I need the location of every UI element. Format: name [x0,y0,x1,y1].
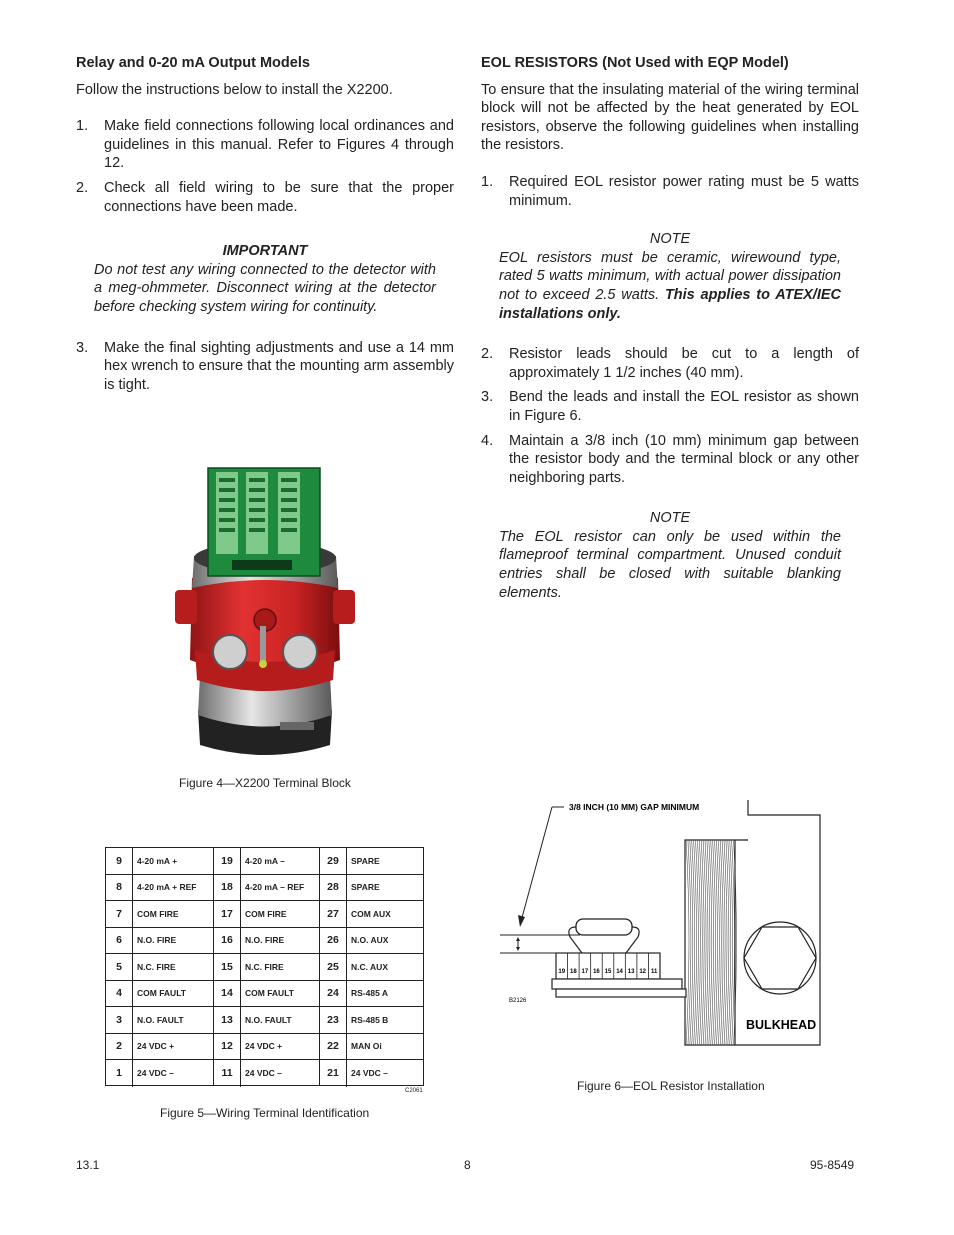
gap-arrow-line [520,807,552,925]
terminal-label: RS-485 B [351,1014,389,1025]
terminal-label: COM AUX [351,908,391,919]
step-item [481,388,859,425]
conduit-threads [686,840,737,1045]
eol-intro: To ensure that the insulating material of the wiring terminal block will not be affected by the heat generated by EOL resistors, observe the following guidelines when installing the resistors. [481,81,859,154]
terminal-row [106,1060,214,1087]
terminal-label: N.O. FIRE [245,935,285,946]
terminal-number: 15 [214,954,241,980]
step-number: 4. [481,432,494,449]
important-text: Do not test any wiring connected to the detector with a meg-ohmmeter. Disconnect wiring at the detector before checking system wiring for continuity. [94,261,436,315]
figure-6-caption: Figure 6—EOL Resistor Installation [577,1079,765,1093]
terminal-number: 14 [214,981,241,1007]
terminal-number: 28 [320,875,347,901]
terminal-label: RS-485 A [351,988,389,999]
terminal-row [214,875,320,902]
figure-6-code: B2126 [509,998,527,1004]
terminal-label: N.O. FIRE [137,935,177,946]
terminal-number: 18 [214,875,241,901]
thread-line [728,840,731,1045]
terminal-number: 21 [320,1060,347,1087]
terminal-number-label: 18 [569,969,577,975]
terminal-number-label: 11 [651,969,658,975]
left-column [76,54,454,400]
terminal-number: 24 [320,981,347,1007]
terminal-number: 27 [320,901,347,927]
terminal-label: 4-20 mA + [137,855,178,866]
step-number: 3. [76,339,89,356]
terminal-label: N.O. FAULT [245,1014,292,1025]
terminal-row [320,1034,423,1061]
thread-line [715,840,718,1045]
thread-line [701,840,704,1045]
terminal-label: N.C. FIRE [245,961,284,972]
step-text: Resistor leads should be cut to a length of approximately 1 1/2 inches (40 mm). [509,346,859,381]
footer-document-number: 95-8549 [810,1158,855,1172]
note-ceramic [499,230,841,323]
terminal-row [214,954,320,981]
terminal-row [320,954,423,981]
step-item [481,345,859,382]
terminal-label: MAN Oi [351,1041,382,1052]
step-text: Bend the leads and install the EOL resistor as shown in Figure 6. [509,389,859,424]
step-text: Make the final sighting adjustments and use a 14 mm hex wrench to ensure that the mounting arm assembly is tight. [104,339,454,393]
terminal-column [320,848,423,1085]
note-title: NOTE [649,510,691,527]
terminal-row [106,875,214,902]
important-title: IMPORTANT [222,243,308,260]
note-text: EOL resistors must be ceramic, wirewound type, rated 5 watts minimum, with actual power dissipation not to exceed 2.5 watts. [499,249,841,303]
terminal-row [106,901,214,928]
terminal-label: SPARE [351,882,380,893]
thread-line [730,840,733,1045]
terminal-number: 13 [214,1007,241,1033]
section-heading-eol: EOL RESISTORS (Not Used with EQP Model) [481,55,789,71]
gap-dim-arrowhead-top [516,937,520,941]
terminal-row [214,1060,320,1087]
step-text: Maintain a 3/8 inch (10 mm) minimum gap between the resistor body and the terminal block or any other neighboring parts. [509,432,859,486]
thread-line [690,840,693,1045]
thread-line [697,840,700,1045]
eol-resistor-diagram [500,795,830,1080]
terminal-label: 24 VDC – [137,1068,174,1079]
terminal-row [106,1034,214,1061]
terminal-number: 5 [106,954,133,980]
terminal-row [320,981,423,1008]
terminal-row [320,928,423,955]
install-steps [76,117,454,216]
note-flameproof [499,509,841,602]
terminal-number-label: 15 [604,969,612,975]
install-steps-continued [76,339,454,395]
terminal-number: 12 [214,1034,241,1060]
terminal-label: 24 VDC – [351,1068,388,1079]
terminal-number: 9 [106,848,133,874]
terminal-label: N.C. AUX [351,961,388,972]
bulkhead-outline [685,800,820,1045]
thread-line [709,840,712,1045]
thread-line [707,840,710,1045]
thread-line [703,840,706,1045]
terminal-row [214,848,320,875]
terminal-row [320,901,423,928]
terminal-number: 25 [320,954,347,980]
terminal-number: 16 [214,928,241,954]
thread-line [713,840,716,1045]
terminal-block-photo [170,460,360,768]
terminal-label: COM FIRE [245,908,287,919]
terminal-base [552,979,682,989]
note-title: NOTE [649,231,691,248]
thread-line [694,840,697,1045]
terminal-number: 29 [320,848,347,874]
step-item [76,339,454,395]
thread-line [699,840,702,1045]
terminal-number-label: 19 [558,969,566,975]
terminal-row [106,1007,214,1034]
terminal-number: 19 [214,848,241,874]
thread-line [692,840,695,1045]
step-number: 3. [481,389,494,406]
terminal-label: N.O. FAULT [137,1014,184,1025]
terminal-row [214,1034,320,1061]
terminal-row [214,901,320,928]
terminal-number-label: 14 [616,969,623,975]
terminal-number-label: 16 [593,969,600,975]
right-column [481,54,859,602]
terminal-row [320,1060,423,1087]
terminal-label: 4-20 mA + REF [137,882,197,893]
terminal-number-label: 12 [639,969,647,975]
terminal-number: 6 [106,928,133,954]
eol-resistor [576,919,632,935]
figure-5-code: C2061 [405,1088,423,1094]
step-text: Check all field wiring to be sure that the proper connections have been made. [104,179,454,215]
footer-revision: 13.1 [76,1158,100,1172]
terminal-number: 22 [320,1034,347,1060]
terminal-label: 24 VDC + [137,1041,175,1052]
terminal-number: 3 [106,1007,133,1033]
terminal-label: N.O. AUX [351,935,389,946]
figure-4-caption: Figure 4—X2200 Terminal Block [179,776,351,790]
footer-page-number: 8 [464,1158,471,1172]
terminal-label: 4-20 mA – [245,855,285,866]
terminal-label: 24 VDC + [245,1041,283,1052]
terminal-number: 17 [214,901,241,927]
terminal-number: 8 [106,875,133,901]
thread-line [726,840,729,1045]
terminal-number: 7 [106,901,133,927]
terminal-row [106,954,214,981]
terminal-number: 2 [106,1034,133,1060]
terminal-label: 24 VDC – [245,1068,282,1079]
note-text: The EOL resistor can only be used within the flameproof terminal compartment. Unused conduit entries shall be closed with suitable blanking elements. [499,528,841,601]
eol-steps-continued [481,345,859,487]
figure-5-caption: Figure 5—Wiring Terminal Identification [160,1106,370,1120]
eol-steps [481,173,859,210]
terminal-row [106,981,214,1008]
terminal-row [214,928,320,955]
thread-line [696,840,699,1045]
terminal-label: COM FAULT [137,988,186,999]
step-item [76,179,454,216]
terminal-row [106,848,214,875]
thread-line [705,840,708,1045]
terminal-row [320,875,423,902]
step-item [76,117,454,173]
terminal-number-label: 13 [627,969,635,975]
terminal-label: COM FAULT [245,988,294,999]
note-emphasis: This applies to ATEX/IEC installations only. [499,286,841,322]
thread-line [724,840,727,1045]
gap-arrowhead [518,915,525,927]
terminal-number: 26 [320,928,347,954]
step-number: 2. [481,346,494,363]
important-notice [94,242,436,316]
terminal-label: COM FIRE [137,908,179,919]
terminal-row [320,848,423,875]
wiring-terminal-table [105,847,424,1086]
thread-line [716,840,719,1045]
terminal-column [214,848,320,1085]
terminal-row [214,1007,320,1034]
terminal-row [320,1007,423,1034]
terminal-number-label: 17 [581,969,589,975]
thread-line [718,840,721,1045]
thread-line [720,840,723,1045]
gap-label: 3/8 INCH (10 MM) GAP MINIMUM [569,802,700,812]
terminal-label: N.C. FIRE [137,961,176,972]
step-text: Make field connections following local ordinances and guidelines in this manual. Refer to Figures 4 through 12. [104,118,454,172]
terminal-number: 23 [320,1007,347,1033]
pcb-board [556,989,686,997]
terminal-row [106,928,214,955]
terminal-block [556,953,660,979]
terminal-row [214,981,320,1008]
step-number: 2. [76,179,89,196]
step-number: 1. [76,118,89,135]
terminal-number: 11 [214,1060,241,1087]
terminal-number: 4 [106,981,133,1007]
thread-line [711,840,714,1045]
thread-line [722,840,725,1045]
thread-line [686,840,689,1045]
terminal-label: SPARE [351,855,380,866]
step-item [481,173,859,210]
step-text: Required EOL resistor power rating must be 5 watts minimum. [509,173,859,209]
gap-dim-arrowhead-bottom [516,947,520,951]
thread-line [688,840,691,1045]
step-number: 1. [481,173,494,190]
terminal-label: 4-20 mA – REF [245,882,305,893]
terminal-column [106,848,214,1085]
section-heading-relay: Relay and 0-20 mA Output Models [76,55,310,71]
thread-line [732,840,735,1045]
bulkhead-label: BULKHEAD [746,1018,817,1032]
relay-intro: Follow the instructions below to install the X2200. [76,81,393,98]
step-item [481,432,859,488]
terminal-number: 1 [106,1060,133,1087]
